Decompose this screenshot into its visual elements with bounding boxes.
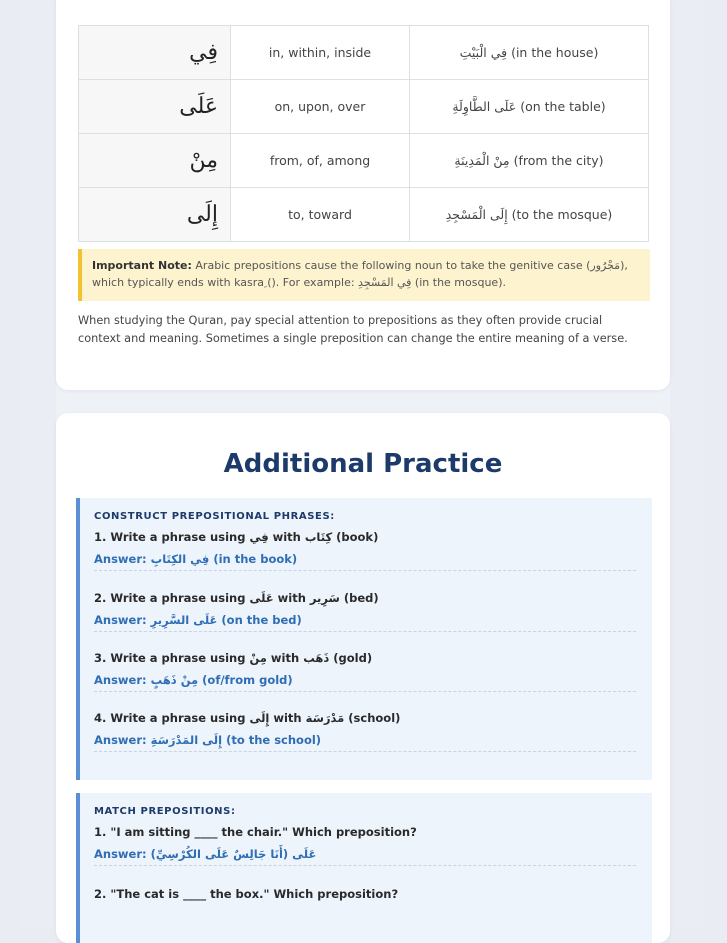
example-cell: فِي الْبَيْتِ (in the house) xyxy=(410,26,649,80)
answer-text: Answer: عَلَى (أَنَا جَالِسٌ عَلَى الكُرْسِيِّ) xyxy=(94,847,317,861)
list-item xyxy=(94,821,636,866)
important-note xyxy=(78,249,650,301)
table-row xyxy=(79,26,649,80)
study-paragraph: When studying the Quran, pay special attention to prepositions as they often provide crucial context and meaning. Sometimes a single preposition can change the entire meaning of a verse. xyxy=(78,314,628,345)
prepositions-table xyxy=(78,25,649,242)
match-prepositions-block xyxy=(76,793,652,943)
match-heading: MATCH PREPOSITIONS: xyxy=(94,806,236,817)
meaning-cell: from, of, among xyxy=(231,134,410,188)
arabic-cell: إِلَى xyxy=(79,188,231,242)
question-text: 1. Write a phrase using فِي with كِتَاب (book) xyxy=(94,530,379,544)
question-text: 2. Write a phrase using عَلَى with سَرِير (bed) xyxy=(94,591,379,605)
list-item xyxy=(94,587,636,632)
meaning-cell: in, within, inside xyxy=(231,26,410,80)
meaning-cell: to, toward xyxy=(231,188,410,242)
question-text: 2. "The cat is ____ the box." Which preposition? xyxy=(94,887,399,901)
construct-phrases-block xyxy=(76,498,652,780)
list-item xyxy=(94,707,636,752)
answer-text: Answer: مِنْ ذَهَبٍ (of/from gold) xyxy=(94,673,293,687)
note-label: Important Note: xyxy=(92,259,192,272)
construct-heading: CONSTRUCT PREPOSITIONAL PHRASES: xyxy=(94,511,335,522)
meaning-cell: on, upon, over xyxy=(231,80,410,134)
arabic-cell: مِنْ xyxy=(79,134,231,188)
additional-practice-card xyxy=(56,413,670,943)
table-row xyxy=(79,188,649,242)
list-item xyxy=(94,526,636,571)
note-text: Arabic prepositions cause the following noun to take the genitive case (مَجْرُور), which typically ends with kasra ِ(). For example: فِي المَسْجِدِ (in the mosque). xyxy=(92,259,628,289)
answer-text: Answer: فِي الكِتَابِ (in the book) xyxy=(94,552,298,566)
answer-text: Answer: عَلَى السَّرِيرِ (on the bed) xyxy=(94,613,302,627)
arabic-cell: فِي xyxy=(79,26,231,80)
arabic-cell: عَلَى xyxy=(79,80,231,134)
question-text: 3. Write a phrase using مِنْ with ذَهَب (gold) xyxy=(94,651,373,665)
prepositions-card xyxy=(56,0,670,390)
question-text: 4. Write a phrase using إِلَى with مَدْرَسَة (school) xyxy=(94,711,401,725)
list-item xyxy=(94,647,636,692)
example-cell: مِنْ الْمَدِينَةِ (from the city) xyxy=(410,134,649,188)
table-row xyxy=(79,134,649,188)
practice-title: Additional Practice xyxy=(223,449,503,479)
question-text: 1. "I am sitting ____ the chair." Which preposition? xyxy=(94,825,417,839)
table-row xyxy=(79,80,649,134)
list-item xyxy=(94,883,636,905)
example-cell: عَلَى الطَّاوِلَةِ (on the table) xyxy=(410,80,649,134)
example-cell: إِلَى الْمَسْجِدِ (to the mosque) xyxy=(410,188,649,242)
answer-text: Answer: إِلَى المَدْرَسَةِ (to the school) xyxy=(94,733,322,747)
